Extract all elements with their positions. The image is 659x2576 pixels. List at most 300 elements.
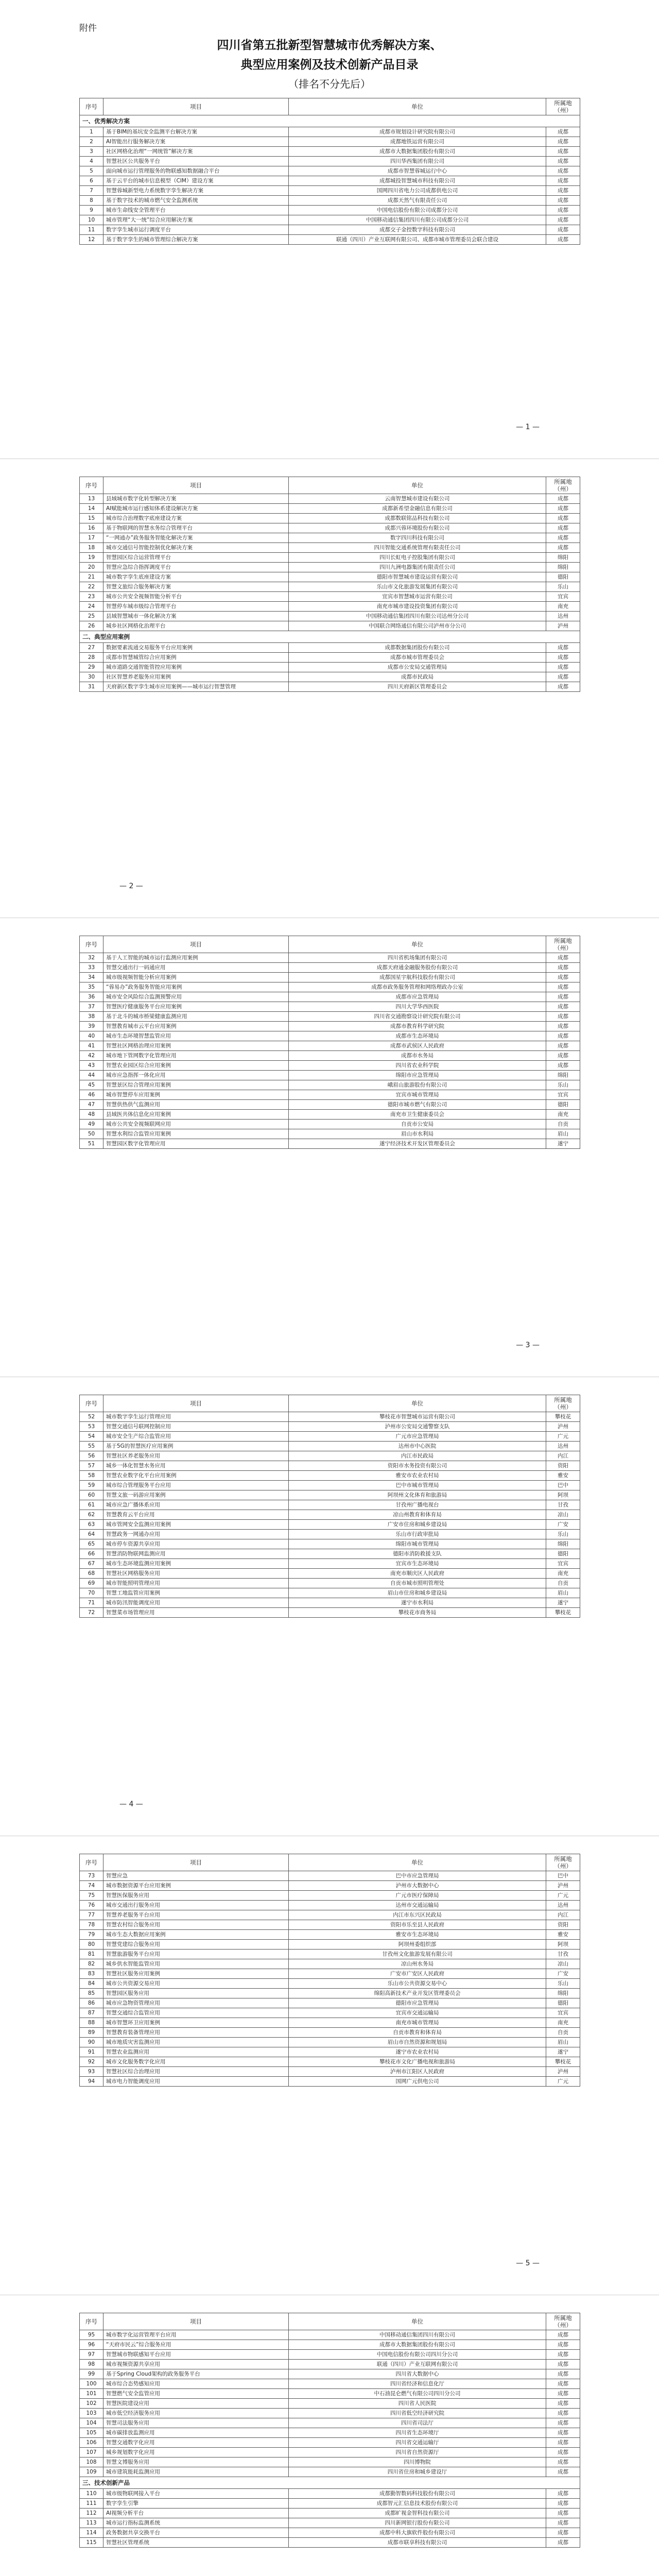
row-number: 66 xyxy=(80,1549,103,1559)
row-region: 成都 xyxy=(546,2369,580,2379)
row-unit: 成都市公安局交通管理局 xyxy=(289,663,546,672)
header-unit: 单位 xyxy=(289,98,546,115)
row-project-name: 城市电力智能调度应用 xyxy=(103,2077,289,2087)
row-region: 成都 xyxy=(546,186,580,196)
row-number: 48 xyxy=(80,1110,103,1120)
row-number: 89 xyxy=(80,2028,103,2038)
table-row xyxy=(80,1959,580,1969)
document-page xyxy=(0,1836,659,2295)
document-page xyxy=(0,918,659,1377)
table-row xyxy=(80,1022,580,1031)
row-project-name: 智慧交通数字化应用 xyxy=(103,2438,289,2448)
row-unit: 广元市应急管理局 xyxy=(289,1432,546,1442)
row-number: 113 xyxy=(80,2518,103,2528)
header-name: 项目 xyxy=(103,936,289,953)
row-region: 成都 xyxy=(546,225,580,235)
row-number: 60 xyxy=(80,1490,103,1500)
row-project-name: 智慧消防物联网监测应用 xyxy=(103,1549,289,1559)
row-region: 绵阳 xyxy=(546,1539,580,1549)
row-project-name: 城市防汛智能调度应用 xyxy=(103,1598,289,1608)
row-unit: 成都城投智慧城市科技有限公司 xyxy=(289,176,546,186)
row-number: 20 xyxy=(80,563,103,572)
row-unit: 广元市医疗保障局 xyxy=(289,1891,546,1901)
row-unit: 资阳市乐至县人民政府 xyxy=(289,1920,546,1930)
row-region: 乐山 xyxy=(546,1080,580,1090)
row-number: 79 xyxy=(80,1930,103,1940)
page-number: — 1 — xyxy=(516,423,540,431)
header-no: 序号 xyxy=(80,1395,103,1412)
row-region: 成都 xyxy=(546,2350,580,2360)
row-project-name: 城市文化服务数字化应用 xyxy=(103,2057,289,2067)
row-region: 攀枝花 xyxy=(546,1608,580,1618)
row-number: 27 xyxy=(80,643,103,653)
section-heading: 一、优秀解决方案 xyxy=(80,115,580,127)
row-number: 86 xyxy=(80,1998,103,2008)
row-number: 22 xyxy=(80,582,103,592)
row-number: 6 xyxy=(80,176,103,186)
table-row xyxy=(80,2077,580,2087)
row-region: 达州 xyxy=(546,1442,580,1451)
row-project-name: 基于5G的智慧医疗应用案例 xyxy=(103,1442,289,1451)
row-region: 成都 xyxy=(546,1031,580,1041)
row-unit: 成都市城市管理委员会 xyxy=(289,653,546,663)
header-unit: 单位 xyxy=(289,1395,546,1412)
row-project-name: 城市应急广播体系应用 xyxy=(103,1500,289,1510)
row-number: 47 xyxy=(80,1100,103,1110)
row-project-name: 智慧教育装备管理应用 xyxy=(103,2028,289,2038)
table-row xyxy=(80,137,580,147)
row-number: 98 xyxy=(80,2360,103,2369)
row-project-name: 城乡社区网格化治理平台 xyxy=(103,621,289,631)
table-row xyxy=(80,1998,580,2008)
row-number: 100 xyxy=(80,2379,103,2389)
row-unit: 成都国星宇航科技股份有限公司 xyxy=(289,973,546,982)
row-region: 宜宾 xyxy=(546,592,580,602)
row-number: 38 xyxy=(80,1012,103,1022)
row-unit: 巴中市城市管理局 xyxy=(289,1481,546,1490)
row-region: 成都 xyxy=(546,2467,580,2477)
row-region: 雅安 xyxy=(546,1930,580,1940)
row-region: 成都 xyxy=(546,2389,580,2399)
row-unit: 四川省农业科学院 xyxy=(289,1061,546,1071)
row-number: 7 xyxy=(80,186,103,196)
row-region: 内江 xyxy=(546,1910,580,1920)
row-project-name: 智慧应急综合指挥调度平台 xyxy=(103,563,289,572)
row-region: 成都 xyxy=(546,2509,580,2518)
catalog-table xyxy=(79,936,580,1149)
row-number: 43 xyxy=(80,1061,103,1071)
row-project-name: 城市道路交通智能管控应用案例 xyxy=(103,663,289,672)
row-unit: 甘孜州文化旅游发展有限公司 xyxy=(289,1950,546,1959)
row-unit: 成都市水务局 xyxy=(289,1051,546,1061)
row-region: 南充 xyxy=(546,602,580,612)
row-region: 南充 xyxy=(546,2018,580,2028)
table-row xyxy=(80,1481,580,1490)
table-row xyxy=(80,1422,580,1432)
table-row xyxy=(80,1989,580,1998)
page-number: — 4 — xyxy=(119,1800,143,1808)
table-row xyxy=(80,1041,580,1051)
row-region: 成都 xyxy=(546,672,580,682)
section-heading: 二、典型应用案例 xyxy=(80,631,580,643)
row-region: 泸州 xyxy=(546,1881,580,1891)
row-unit: 德阳市智慧城市建设运营有限公司 xyxy=(289,572,546,582)
row-unit: 凉山州教育和体育局 xyxy=(289,1510,546,1520)
row-project-name: 县域智慧城市一体化解决方案 xyxy=(103,612,289,621)
row-region: 德阳 xyxy=(546,1998,580,2008)
table-row xyxy=(80,2038,580,2047)
row-unit: 国网广元供电公司 xyxy=(289,2077,546,2087)
table-row xyxy=(80,2350,580,2360)
row-number: 23 xyxy=(80,592,103,602)
row-region: 成都 xyxy=(546,643,580,653)
row-region: 成都 xyxy=(546,1012,580,1022)
header-region: 所属地（州） xyxy=(546,1854,580,1871)
row-region: 资阳 xyxy=(546,1920,580,1930)
table-row xyxy=(80,514,580,523)
table-row xyxy=(80,2389,580,2399)
row-project-name: 智慧社区服务应用案例 xyxy=(103,1969,289,1979)
row-unit: 攀枝花市智慧城市运营有限公司 xyxy=(289,1412,546,1422)
row-region: 凉山 xyxy=(546,1959,580,1969)
header-unit: 单位 xyxy=(289,936,546,953)
row-region: 甘孜 xyxy=(546,1950,580,1959)
row-project-name: 城市生态大数据应用案例 xyxy=(103,1930,289,1940)
table-row xyxy=(80,2340,580,2350)
row-region: 成都 xyxy=(546,2418,580,2428)
row-number: 106 xyxy=(80,2438,103,2448)
row-unit: 自贡市公安局 xyxy=(289,1120,546,1129)
document-page xyxy=(0,0,659,459)
table-row xyxy=(80,1598,580,1608)
row-region: 成都 xyxy=(546,2438,580,2448)
row-region: 绵阳 xyxy=(546,1989,580,1998)
row-number: 54 xyxy=(80,1432,103,1442)
row-unit: 成都市政务服务管理和网络理政办公室 xyxy=(289,982,546,992)
row-project-name: 城市公共安全视频联网应用 xyxy=(103,1120,289,1129)
row-unit: 遂宁市水利局 xyxy=(289,1598,546,1608)
table-row xyxy=(80,1090,580,1100)
table-row xyxy=(80,1110,580,1120)
row-number: 90 xyxy=(80,2038,103,2047)
table-row xyxy=(80,1061,580,1071)
row-project-name: 基于北斗的城市桥梁健康监测应用 xyxy=(103,1012,289,1022)
row-unit: 成都市大数据集团股份有限公司 xyxy=(289,147,546,157)
row-region: 遂宁 xyxy=(546,1598,580,1608)
table-row xyxy=(80,621,580,631)
row-number: 4 xyxy=(80,157,103,166)
row-unit: 四川智能交通系统管理有限责任公司 xyxy=(289,543,546,553)
row-number: 104 xyxy=(80,2418,103,2428)
table-row xyxy=(80,494,580,504)
row-project-name: 城市级视频智能分析应用案例 xyxy=(103,973,289,982)
row-region: 成都 xyxy=(546,137,580,147)
row-unit: 成都市教育科学研究院 xyxy=(289,1022,546,1031)
table-row xyxy=(80,2489,580,2499)
row-unit: 成都旷视金智科技有限公司 xyxy=(289,2509,546,2518)
row-region: 南充 xyxy=(546,1569,580,1579)
row-region: 成都 xyxy=(546,523,580,533)
row-unit: 四川长虹电子控股集团有限公司 xyxy=(289,553,546,563)
row-unit: 云南智慧城市建设有限公司 xyxy=(289,494,546,504)
row-unit: 甘孜州广播电视台 xyxy=(289,1500,546,1510)
row-project-name: 智慧社区管理系统 xyxy=(103,2538,289,2548)
row-project-name: 智慧文博服务应用 xyxy=(103,2458,289,2467)
row-project-name: 城市智慧环卫应用案例 xyxy=(103,2018,289,2028)
row-region: 内江 xyxy=(546,1451,580,1461)
row-project-name: 城市运行指标监测系统 xyxy=(103,2518,289,2528)
page-number: — 5 — xyxy=(516,2259,540,2267)
row-unit: 成都市大数据集团股份有限公司 xyxy=(289,2340,546,2350)
row-unit: 宜宾市生态环境局 xyxy=(289,1559,546,1569)
row-project-name: 城乡一体化智慧水务应用 xyxy=(103,1461,289,1471)
row-region: 广元 xyxy=(546,2077,580,2087)
table-row xyxy=(80,553,580,563)
catalog-table xyxy=(79,2313,580,2548)
row-region: 广安 xyxy=(546,1520,580,1530)
row-project-name: 基于物联网的智慧水务综合管理平台 xyxy=(103,523,289,533)
table-row xyxy=(80,973,580,982)
row-unit: 中国移动通信集团四川有限公司 xyxy=(289,2330,546,2340)
table-row xyxy=(80,1901,580,1910)
row-region: 成都 xyxy=(546,514,580,523)
row-unit: 眉山市水利局 xyxy=(289,1129,546,1139)
page-number: — 2 — xyxy=(119,882,143,890)
row-region: 成都 xyxy=(546,157,580,166)
table-row xyxy=(80,127,580,137)
row-region: 乐山 xyxy=(546,1530,580,1539)
row-unit: 成都数联铭品科技有限公司 xyxy=(289,514,546,523)
row-project-name: 政务数据共享交换平台 xyxy=(103,2528,289,2538)
table-header-row xyxy=(80,98,580,115)
table-row xyxy=(80,2518,580,2528)
row-unit: 四川省交通运输厅 xyxy=(289,2438,546,2448)
row-project-name: 基于数字技术的城市燃气安全监测系统 xyxy=(103,196,289,206)
row-project-name: 城市数据资源平台应用案例 xyxy=(103,1881,289,1891)
row-number: 30 xyxy=(80,672,103,682)
table-row xyxy=(80,523,580,533)
row-region: 成都 xyxy=(546,2528,580,2538)
row-unit: 眉山市自然资源和规划局 xyxy=(289,2038,546,2047)
row-project-name: 城市安全生产综合监管应用 xyxy=(103,1432,289,1442)
row-unit: 四川省人民医院 xyxy=(289,2399,546,2409)
row-project-name: 城市管理“大一统”综合应用解决方案 xyxy=(103,215,289,225)
row-region: 成都 xyxy=(546,973,580,982)
row-number: 13 xyxy=(80,494,103,504)
row-number: 53 xyxy=(80,1422,103,1432)
row-number: 103 xyxy=(80,2409,103,2418)
row-project-name: 智慧医疗健康服务平台应用案例 xyxy=(103,1002,289,1012)
row-project-name: 智慧社区公共服务平台 xyxy=(103,157,289,166)
row-region: 成都 xyxy=(546,2518,580,2528)
row-project-name: 智慧旅游服务平台应用 xyxy=(103,1950,289,1959)
row-region: 攀枝花 xyxy=(546,2057,580,2067)
row-region: 遂宁 xyxy=(546,2047,580,2057)
table-row xyxy=(80,982,580,992)
table-row xyxy=(80,1490,580,1500)
row-unit: 攀枝花市商务局 xyxy=(289,1608,546,1618)
table-row xyxy=(80,235,580,245)
row-number: 61 xyxy=(80,1500,103,1510)
table-row xyxy=(80,504,580,514)
row-number: 70 xyxy=(80,1588,103,1598)
row-region: 达州 xyxy=(546,612,580,621)
row-unit: 南充市卫生健康委员会 xyxy=(289,1110,546,1120)
row-project-name: 城市应急指挥一体化应用 xyxy=(103,1071,289,1080)
row-number: 115 xyxy=(80,2538,103,2548)
row-region: 成都 xyxy=(546,1051,580,1061)
table-row xyxy=(80,1412,580,1422)
row-region: 成都 xyxy=(546,147,580,157)
row-number: 73 xyxy=(80,1871,103,1881)
row-project-name: 智慧医保服务应用 xyxy=(103,1891,289,1901)
page-number: — 3 — xyxy=(516,1341,540,1349)
row-region: 成都 xyxy=(546,494,580,504)
header-name: 项目 xyxy=(103,98,289,115)
table-row xyxy=(80,543,580,553)
row-project-name: 数字孪生城市运行调度平台 xyxy=(103,225,289,235)
row-region: 成都 xyxy=(546,2458,580,2467)
table-row xyxy=(80,1051,580,1061)
row-number: 69 xyxy=(80,1579,103,1588)
row-number: 99 xyxy=(80,2369,103,2379)
table-row xyxy=(80,186,580,196)
table-header-row xyxy=(80,477,580,494)
row-unit: 四川省大数据中心 xyxy=(289,2369,546,2379)
row-number: 84 xyxy=(80,1979,103,1989)
row-project-name: 智慧景区综合管理应用案例 xyxy=(103,1080,289,1090)
table-row xyxy=(80,1139,580,1149)
row-project-name: “天府市民云”综合服务应用 xyxy=(103,2340,289,2350)
table-row xyxy=(80,2369,580,2379)
row-project-name: “一网通办”政务服务智能化解决方案 xyxy=(103,533,289,543)
row-project-name: 智慧教育云平台应用 xyxy=(103,1510,289,1520)
row-number: 40 xyxy=(80,1031,103,1041)
row-number: 65 xyxy=(80,1539,103,1549)
row-number: 5 xyxy=(80,166,103,176)
document-subtitle: （排名不分先后） xyxy=(288,78,371,90)
row-project-name: 城市生态环境智慧监管应用 xyxy=(103,1031,289,1041)
table-row xyxy=(80,2399,580,2409)
row-region: 乐山 xyxy=(546,582,580,592)
row-number: 105 xyxy=(80,2428,103,2438)
row-unit: 成都市规划设计研究院有限公司 xyxy=(289,127,546,137)
table-row xyxy=(80,1471,580,1481)
row-region: 成都 xyxy=(546,2538,580,2548)
row-project-name: 城市低空经济服务应用 xyxy=(103,2409,289,2418)
row-number: 24 xyxy=(80,602,103,612)
table-row xyxy=(80,1031,580,1041)
row-region: 宜宾 xyxy=(546,1559,580,1569)
row-project-name: 城市智慧停车应用案例 xyxy=(103,1090,289,1100)
row-unit: 四川省司法厅 xyxy=(289,2418,546,2428)
row-region: 阿坝 xyxy=(546,1940,580,1950)
header-name: 项目 xyxy=(103,1395,289,1412)
row-region: 广元 xyxy=(546,1891,580,1901)
row-number: 18 xyxy=(80,543,103,553)
row-project-name: 社区智慧养老服务应用案例 xyxy=(103,672,289,682)
row-number: 41 xyxy=(80,1041,103,1051)
table-row xyxy=(80,147,580,157)
row-project-name: 智慧文旅综合服务解决方案 xyxy=(103,582,289,592)
row-project-name: 城市地下管网数字化管理应用 xyxy=(103,1051,289,1061)
table-row xyxy=(80,1969,580,1979)
row-number: 15 xyxy=(80,514,103,523)
row-number: 74 xyxy=(80,1881,103,1891)
row-unit: 泸州市公安局交通警察支队 xyxy=(289,1422,546,1432)
row-number: 72 xyxy=(80,1608,103,1618)
row-unit: 四川省自然资源厅 xyxy=(289,2448,546,2458)
table-row xyxy=(80,2018,580,2028)
row-region: 自贡 xyxy=(546,1120,580,1129)
table-header-row xyxy=(80,2313,580,2330)
table-row xyxy=(80,2008,580,2018)
row-project-name: 智慧司法服务应用 xyxy=(103,2418,289,2428)
table-row xyxy=(80,2360,580,2369)
row-region: 成都 xyxy=(546,533,580,543)
row-number: 28 xyxy=(80,653,103,663)
row-project-name: 智慧教育城市云平台应用案例 xyxy=(103,1022,289,1031)
row-unit: 峨眉山旅游股份有限公司 xyxy=(289,1080,546,1090)
table-row xyxy=(80,643,580,653)
row-unit: 泸州市江阳区人民政府 xyxy=(289,2067,546,2077)
table-row xyxy=(80,1950,580,1959)
row-number: 71 xyxy=(80,1598,103,1608)
table-row xyxy=(80,1569,580,1579)
row-project-name: 城市建筑能耗监测应用 xyxy=(103,2467,289,2477)
row-number: 55 xyxy=(80,1442,103,1451)
row-number: 92 xyxy=(80,2057,103,2067)
row-number: 59 xyxy=(80,1481,103,1490)
table-row xyxy=(80,682,580,692)
table-row xyxy=(80,1451,580,1461)
row-number: 12 xyxy=(80,235,103,245)
row-unit: 宜宾市交通运输局 xyxy=(289,2008,546,2018)
document-page xyxy=(0,2295,659,2576)
header-unit: 单位 xyxy=(289,1854,546,1871)
row-number: 14 xyxy=(80,504,103,514)
row-unit: 四川省住房和城乡建设厅 xyxy=(289,2467,546,2477)
row-project-name: 成都市智慧城管综合应用案例 xyxy=(103,653,289,663)
row-project-name: 智慧园区服务应用 xyxy=(103,1989,289,1998)
table-row xyxy=(80,1891,580,1901)
table-row xyxy=(80,225,580,235)
row-project-name: 智慧供热供气监测应用 xyxy=(103,1100,289,1110)
row-region: 巴中 xyxy=(546,1871,580,1881)
row-region: 成都 xyxy=(546,663,580,672)
table-row xyxy=(80,572,580,582)
row-region: 凉山 xyxy=(546,1510,580,1520)
table-row xyxy=(80,563,580,572)
row-region: 成都 xyxy=(546,982,580,992)
row-unit: 遂宁市农业农村局 xyxy=(289,2047,546,2057)
row-unit: 雅安市农业农村局 xyxy=(289,1471,546,1481)
header-region: 所属地（州） xyxy=(546,2313,580,2330)
table-row xyxy=(80,2458,580,2467)
catalog-table xyxy=(79,1854,580,2087)
row-project-name: 城市生态环境监测应用案例 xyxy=(103,1559,289,1569)
row-project-name: 智慧农村综合服务应用 xyxy=(103,1920,289,1930)
row-number: 97 xyxy=(80,2350,103,2360)
table-row xyxy=(80,1500,580,1510)
title-block xyxy=(79,21,580,91)
row-number: 56 xyxy=(80,1451,103,1461)
table-row xyxy=(80,1579,580,1588)
row-number: 33 xyxy=(80,963,103,973)
row-unit: 成都交子金控数字科技有限公司 xyxy=(289,225,546,235)
row-number: 111 xyxy=(80,2499,103,2509)
row-project-name: 城乡供水智能监管应用 xyxy=(103,1959,289,1969)
